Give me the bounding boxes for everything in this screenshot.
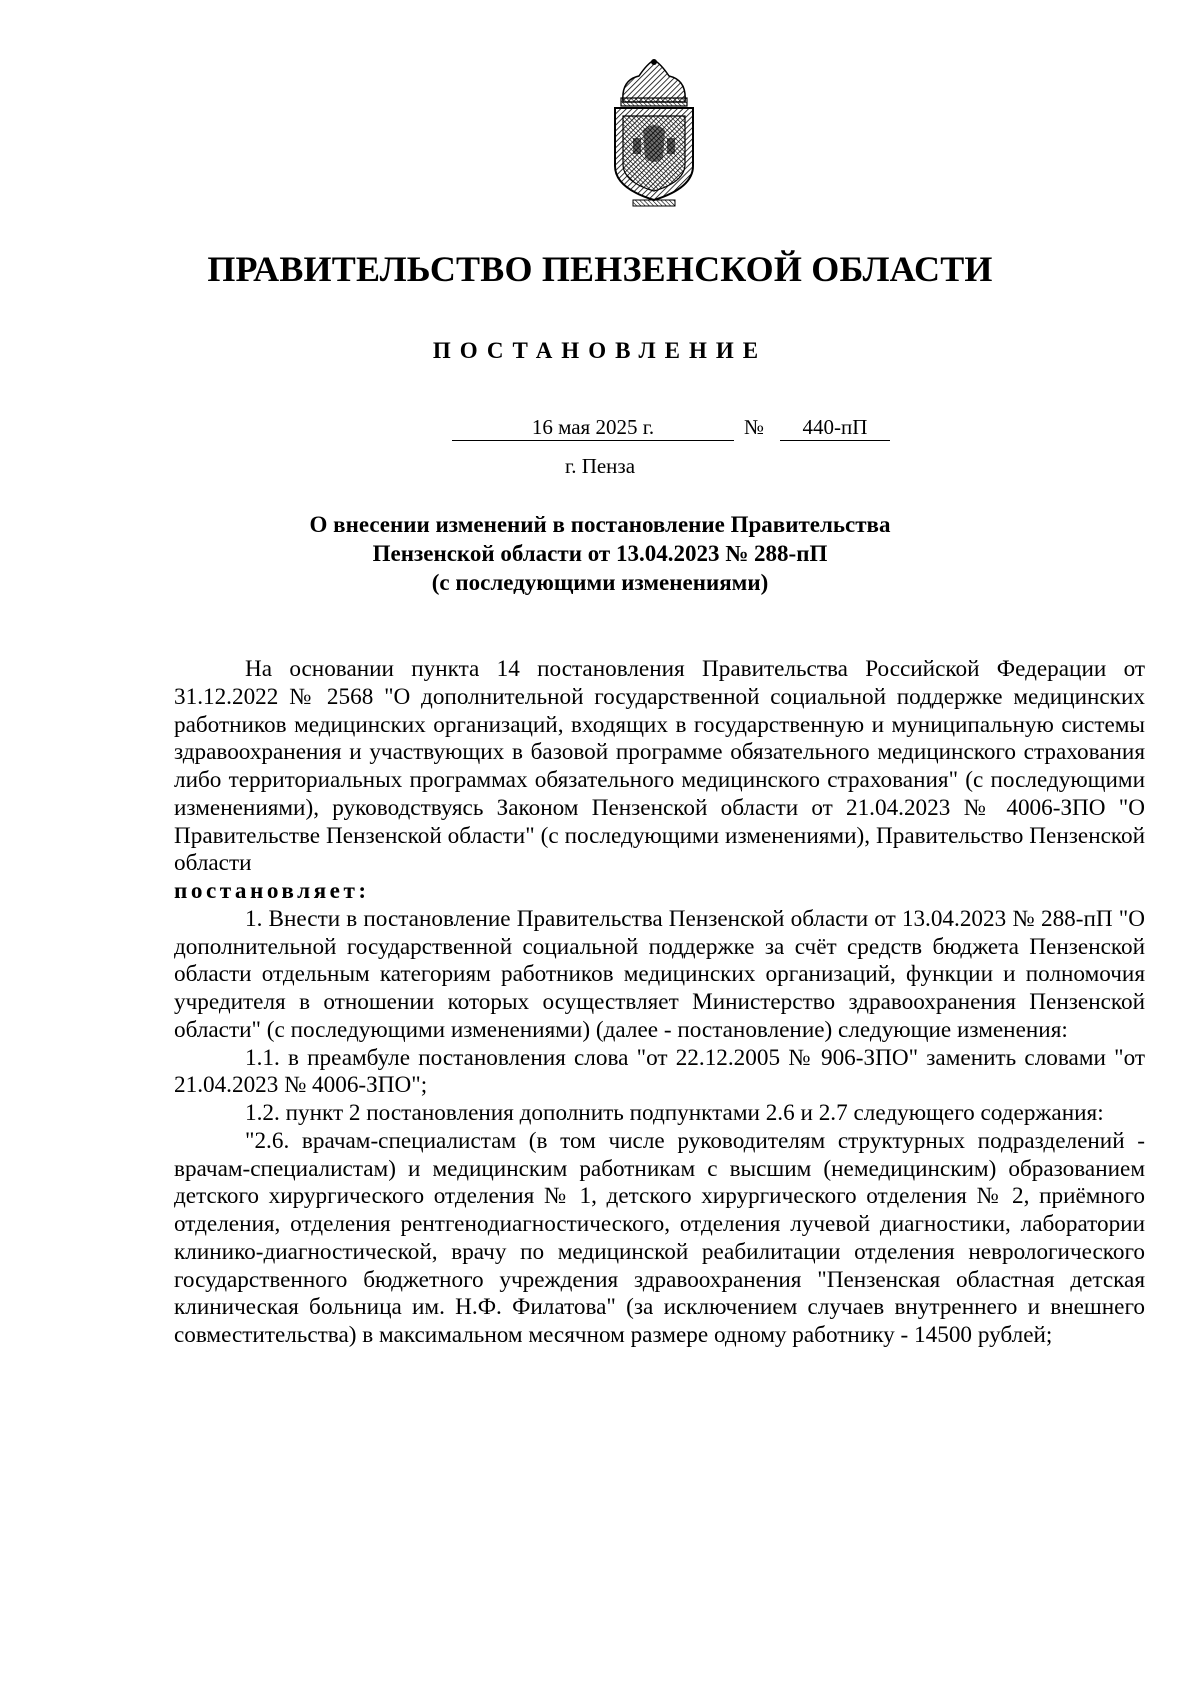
- document-type: ПОСТАНОВЛЕНИЕ: [432, 338, 768, 363]
- document-city: г. Пенза: [564, 454, 636, 478]
- document-subject: [200, 510, 1000, 597]
- coat-of-arms-emblem: [603, 58, 705, 208]
- document-number: 440-пП: [780, 414, 890, 441]
- number-sign: №: [744, 415, 765, 439]
- item-1-2-paragraph: 1.2. пункт 2 постановления дополнить подпунктами 2.6 и 2.7 следующего содержания:: [245, 1100, 1104, 1126]
- item-1-1-paragraph: 1.1. в преамбуле постановления слова "от 22.12.2005 № 906-ЗПО" заменить словами "от 21.04.2023 № 4006-ЗПО";: [174, 1044, 1145, 1099]
- item-1-paragraph: 1. Внести в постановление Правительства Пензенской области от 13.04.2023 № 288-пП "О дополнительной государственной социальной поддержке за счёт средств бюджета Пензенской области отдельным категориям работников медицинских организаций, функции и полномочия учредителя в отношении которых осуществляет Министерство здравоохранения Пензенской области" (с последующими изменениями) (далее - постановление) следующие изменения:: [174, 905, 1145, 1043]
- subject-line: Пензенской области от 13.04.2023 № 288-пП: [372, 541, 828, 566]
- preamble-paragraph: На основании пункта 14 постановления Правительства Российской Федерации от 31.12.2022 № 2568 "О дополнительной государственной социальной поддержке медицинских работников медицинских организаций, входящих в государственную и муниципальную системы здравоохранения и участвующих в базовой программе обязательного медицинского страхования либо территориальных программах обязательного медицинского страхования" (с последующими изменениями), руководствуясь Законом Пензенской области от 21.04.2023 № 4006-ЗПО "О Правительстве Пензенской области" (с последующими изменениями), Правительство Пензенской области: [174, 656, 1145, 877]
- subject-line: (с последующими изменениями): [431, 570, 769, 595]
- subject-line: О внесении изменений в постановление Правительства: [309, 512, 891, 537]
- government-title: ПРАВИТЕЛЬСТВО ПЕНЗЕНСКОЙ ОБЛАСТИ: [207, 249, 993, 289]
- document-date: 16 мая 2025 г.: [452, 414, 734, 441]
- item-2-6-paragraph: "2.6. врачам-специалистам (в том числе руководителям структурных подразделений - врачам-специалистам) и медицинским работникам с высшим (немедицинским) образованием детского хирургического отделения № 1, детского хирургического отделения № 2, приёмного отделения, отделения рентгенодиагностического, отделения лучевой диагностики, лаборатории клинико-диагностической, врачу по медицинской реабилитации отделения неврологического государственного бюджетного учреждения здравоохранения "Пензенская областная детская клиническая больница им. Н.Ф. Филатова" (за исключением случаев внутреннего и внешнего совместительства) в максимальном месячном размере одному работнику - 14500 рублей;: [174, 1127, 1145, 1348]
- document-body: [174, 656, 1145, 1350]
- resolves-word: [174, 878, 1145, 906]
- resolves-text: постановляет:: [174, 878, 370, 904]
